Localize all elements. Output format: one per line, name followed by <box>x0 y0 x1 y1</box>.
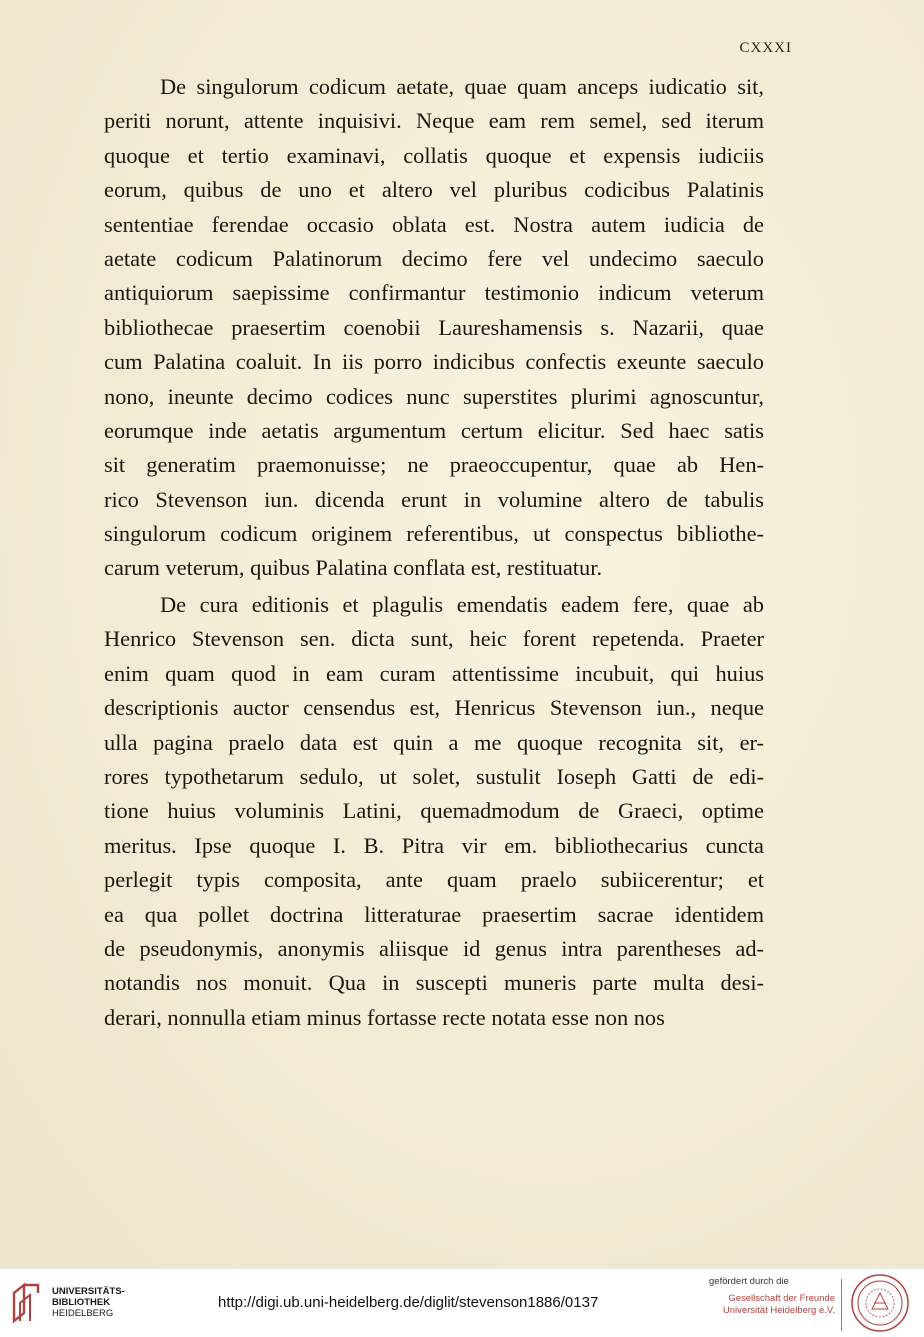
text-line: descriptionis auctor censendus est, Henricus Stevenson iun., neque <box>104 695 764 721</box>
text-line: enim quam quod in eam curam attentissime incubuit, qui huius <box>104 660 764 686</box>
text-line: antiquiorum saepissime confirmantur testimonio indicum veterum <box>104 280 764 306</box>
university-seal-icon <box>850 1273 910 1333</box>
library-name-line: UNIVERSITÄTS- <box>52 1286 125 1297</box>
text-line: De cura editionis et plagulis emendatis eadem fere, quae ab <box>160 592 764 617</box>
text-line: derari, nonnulla etiam minus fortasse recte notata esse non nos <box>104 1004 665 1030</box>
sponsor-label: gefördert durch die <box>709 1276 789 1287</box>
text-line: sit generatim praemonuisse; ne praeoccupentur, quae ab Hen- <box>104 452 764 478</box>
text-line: rico Stevenson iun. dicenda erunt in volumine altero de tabulis <box>104 486 764 512</box>
text-line: ulla pagina praelo data est quin a me quoque recognita sit, er- <box>104 729 764 755</box>
text-line: tione huius voluminis Latini, quemadmodum de Graeci, optime <box>104 798 764 824</box>
text-line: notandis nos monuit. Qua in suscepti muneris parte multa desi- <box>104 970 764 996</box>
paragraph-2 <box>104 588 764 1035</box>
university-library-logo-icon <box>10 1281 42 1325</box>
sponsor-name-line: Universität Heidelberg e.V. <box>722 1305 835 1316</box>
text-line: Henrico Stevenson sen. dicta sunt, heic forent repetenda. Praeter <box>104 626 764 652</box>
text-line: de pseudonymis, anonymis aliisque id genus intra parentheses ad- <box>104 935 764 961</box>
text-line: cum Palatina coaluit. In iis porro indicibus confectis exeunte saeculo <box>104 349 764 375</box>
paragraph-1 <box>104 70 764 586</box>
library-name-line: BIBLIOTHEK <box>52 1297 111 1308</box>
text-line: meritus. Ipse quoque I. B. Pitra vir em. bibliothecarius cuncta <box>104 832 764 858</box>
text-line: eorum, quibus de uno et altero vel pluribus codicibus Palatinis <box>104 177 764 203</box>
viewer-footer <box>0 1268 924 1337</box>
text-line: quoque et tertio examinavi, collatis quoque et expensis iudiciis <box>104 142 764 168</box>
library-name-line: HEIDELBERG <box>52 1308 114 1319</box>
text-line: ea qua pollet doctrina litteraturae praesertim sacrae identidem <box>104 901 764 927</box>
text-line: nono, ineunte decimo codices nunc superstites plurimi agnoscuntur, <box>104 383 764 409</box>
text-line: rores typothetarum sedulo, ut solet, sustulit Ioseph Gatti de edi- <box>104 763 764 789</box>
text-line: perlegit typis composita, ante quam praelo subiicerentur; et <box>104 867 764 893</box>
sponsor-name <box>707 1293 835 1317</box>
sponsor-name-line: Gesellschaft der Freunde <box>728 1293 835 1304</box>
text-line: carum veterum, quibus Palatina conflata est, restituatur. <box>104 555 603 581</box>
text-line: De singulorum codicum aetate, quae quam anceps iudicatio sit, <box>160 74 764 99</box>
text-line: sententiae ferendae occasio oblata est. Nostra autem iudicia de <box>104 211 764 237</box>
text-line: periti norunt, attente inquisivi. Neque eam rem semel, sed iterum <box>104 108 764 134</box>
footer-divider <box>841 1279 842 1331</box>
text-line: aetate codicum Palatinorum decimo fere vel undecimo saeculo <box>104 245 764 271</box>
text-line: bibliothecae praesertim coenobii Laureshamensis s. Nazarii, quae <box>104 314 764 340</box>
text-line: eorumque inde aetatis argumentum certum elicitur. Sed haec satis <box>104 417 764 443</box>
text-line: singulorum codicum originem referentibus, ut conspectus bibliothe- <box>104 521 764 547</box>
page-number: CXXXI <box>739 40 792 56</box>
permalink-url[interactable]: http://digi.ub.uni-heidelberg.de/diglit/stevenson1886/0137 <box>218 1294 599 1311</box>
library-name <box>52 1286 125 1319</box>
